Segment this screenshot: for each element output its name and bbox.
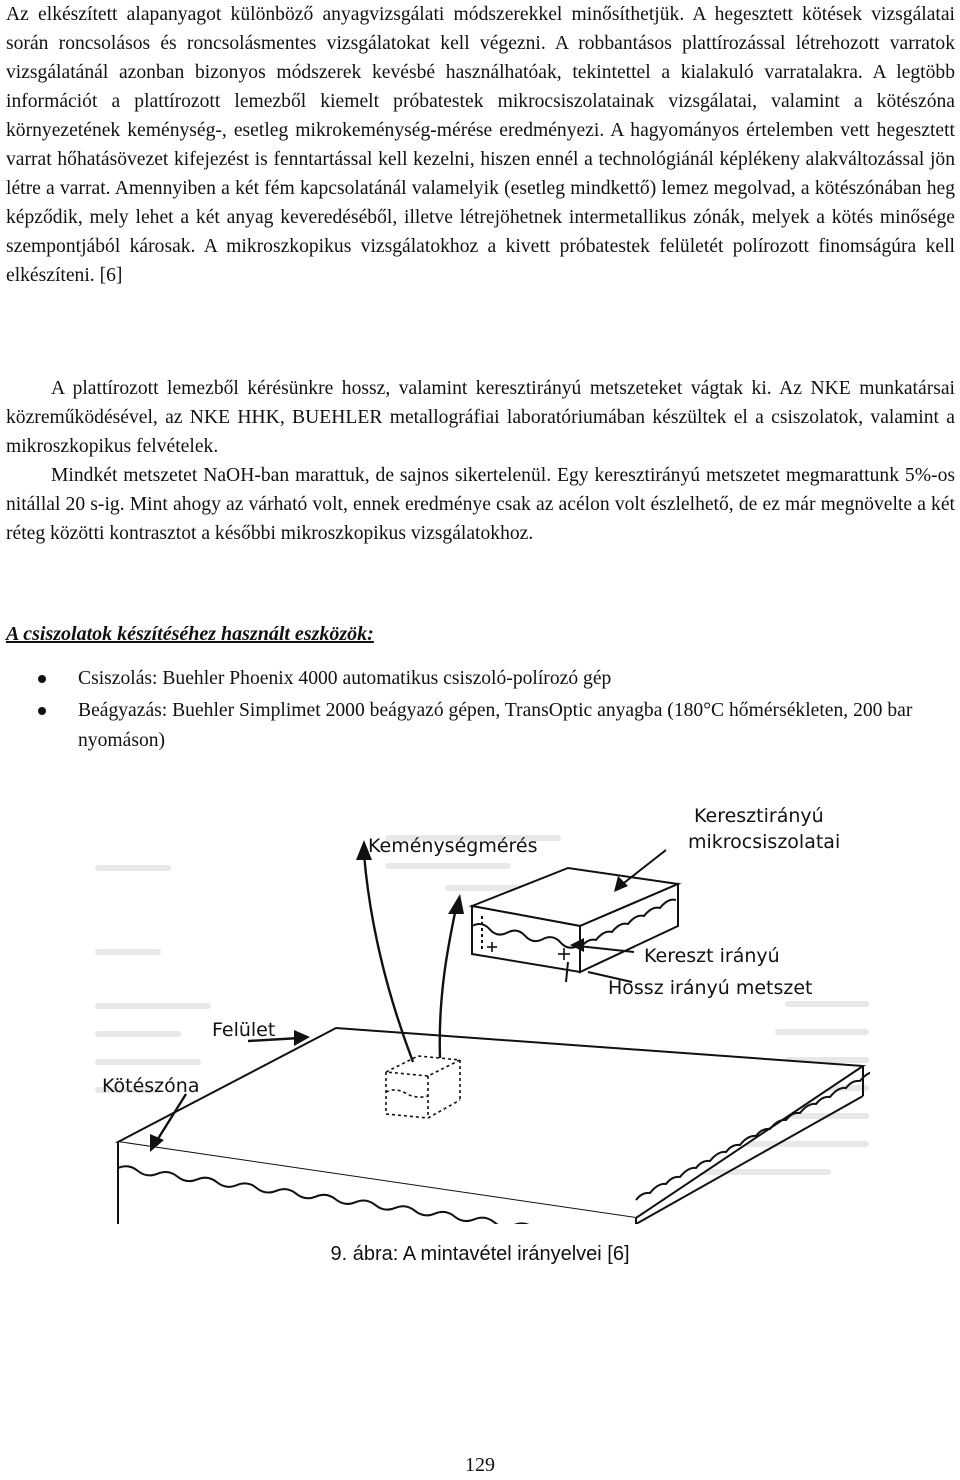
intro-paragraph: Az elkészített alapanyagot különböző anyagvizsgálati módszerekkel minősíthetjük. A hegesztett kötések vizsgálatai során roncsolásos és roncsolásmentes vizsgálatokat kell végezni. A robbantásos plattírozással létrehozott varratok vizsgálatánál azonban bizonyos módszerek kevésbé használhatóak, tekintettel a kialakuló varratalakra. A legtöbb információt a plattírozott lemezből kiemelt próbatestek mikrocsiszolatainak vizsgálatai, valamint a kötészóna környezetének keménység-, esetleg mikrokeménység-mérése eredményezi. A hagyományos értelemben vett hegesztett varrat hőhatásövezet kifejezést is fenntartással kell kezelni, hiszen ennél a technológiánál képlékeny alakváltozással jön létre a varrat. Amennyiben a két fém kapcsolatánál valamelyik (esetleg mindkettő) lemez megolvad, a kötészónában heg képződik, mely lehet a két anyag keveredéséből, illetve létrejöhetnek intermetallikus zónák, melyek a kötés minősége szempontjából károsak. A mikroszkopikus vizsgálatokhoz a kivett próbatestek felületét polírozott finomságúra kell elkészíteni. [6] bbox=[6, 4, 955, 286]
bullet-icon bbox=[38, 675, 46, 683]
page-number: 129 bbox=[465, 1454, 495, 1476]
list-item-text: Beágyazás: Buehler Simplimet 2000 beágyazó gépen, TransOptic anyagba (180°C hőmérsékleten, 200 bar nyomáson) bbox=[78, 700, 913, 751]
tools-list bbox=[0, 664, 955, 758]
sampling-paragraph: A plattírozott lemezből kérésünkre hossz, valamint keresztirányú metszeteket vágtak ki. Az NKE munkatársai közreműködésével, az NKE HHK, BUEHLER metallográfiai laboratóriumában készültek el a csiszolatok, valamint a mikroszkopikus felvételek. bbox=[6, 378, 955, 457]
list-item-grinding bbox=[0, 664, 955, 694]
etching-paragraph: Mindkét metszetet NaOH-ban marattuk, de sajnos sikertelenül. Egy keresztirányú metszetet megmarattunk 5%-os nitállal 20 s-ig. Mint ahogy az várható volt, ennek eredménye csak az acélon volt észlelhető, de ez már megnövelte a két réteg közötti kontrasztot a későbbi mikroszkopikus vizsgálatokhoz. bbox=[6, 465, 955, 544]
label-surface: Felület bbox=[212, 1019, 276, 1041]
label-cross: Kereszt irányú bbox=[644, 945, 780, 967]
list-item-text: Csiszolás: Buehler Phoenix 4000 automatikus csiszoló-polírozó gép bbox=[78, 668, 612, 689]
label-hardness: Keménységmérés bbox=[368, 835, 538, 857]
label-micro-line1: Keresztirányú bbox=[694, 805, 824, 827]
label-longitudinal: Hossz irányú metszet bbox=[608, 977, 813, 999]
label-bond-zone: Kötészóna bbox=[102, 1075, 200, 1097]
bullet-icon bbox=[38, 707, 46, 715]
list-item-embedding bbox=[0, 696, 955, 756]
label-micro-line2: mikrocsiszolatai bbox=[688, 831, 841, 853]
tools-heading: A csiszolatok készítéséhez használt eszközök: bbox=[6, 623, 374, 645]
sampling-diagram bbox=[88, 776, 870, 1224]
figure-caption: 9. ábra: A mintavétel irányelvei [6] bbox=[330, 1243, 630, 1265]
